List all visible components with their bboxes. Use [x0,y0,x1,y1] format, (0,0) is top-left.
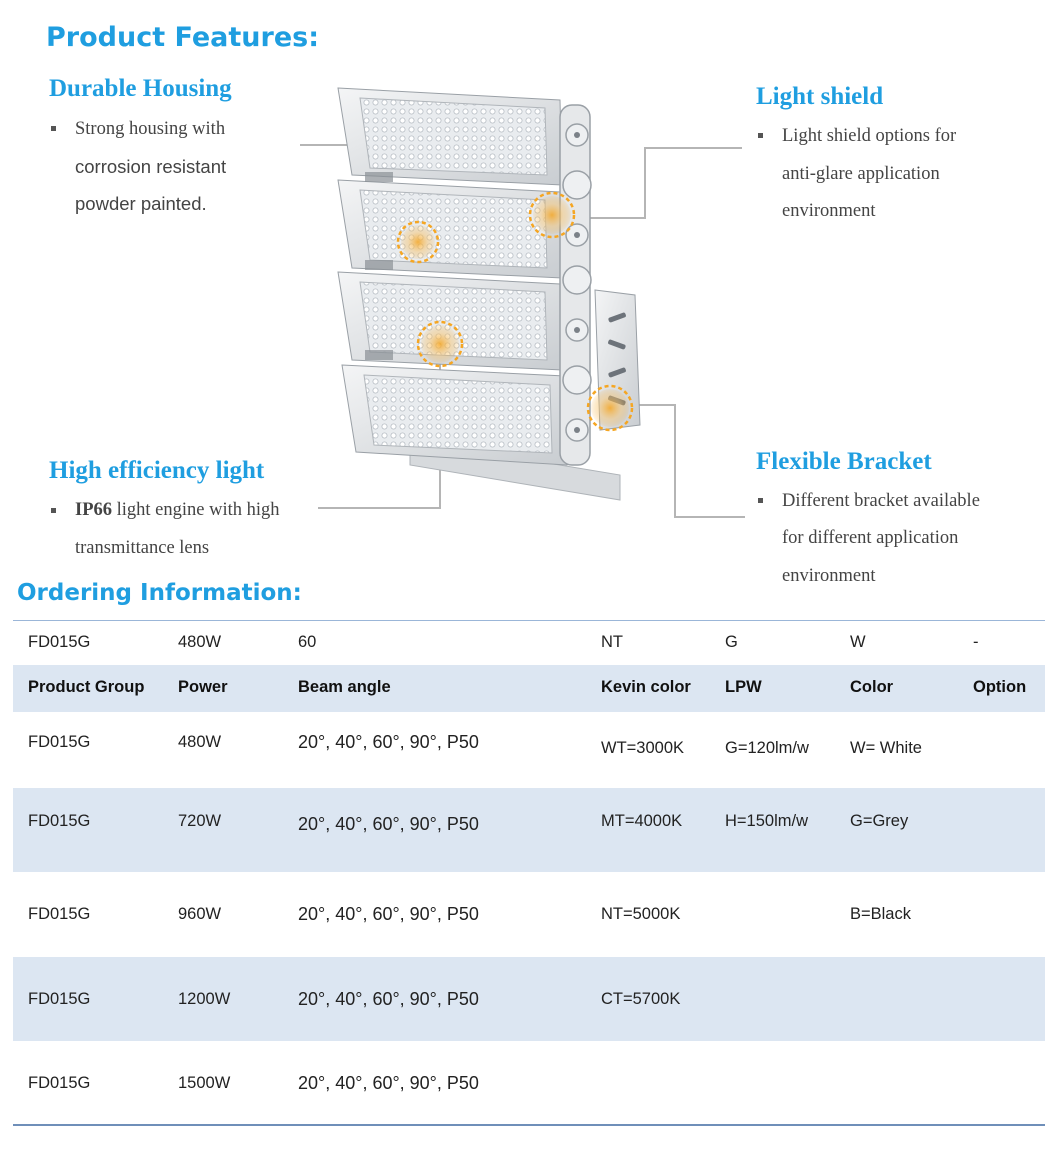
header-power: Power [178,678,228,696]
header-lpw: LPW [725,678,762,696]
product-features-title: Product Features: [46,22,320,53]
ordering-information-title: Ordering Information: [17,580,302,606]
high-efficiency-heading: High efficiency light [49,457,265,484]
cell-kevin-color: MT=4000K [601,812,683,830]
light-shield-heading: Light shield [756,83,884,110]
table-row [13,1041,1045,1125]
table-row [13,957,1045,1041]
header-kevin-color: Kevin color [601,678,691,696]
cell-beam-angle: 20°, 40°, 60°, 90°, P50 [298,989,479,1009]
table-row [13,788,1045,872]
light-shield-line-2: anti-glare application [782,164,940,184]
cell-product-group: FD015G [28,812,91,830]
cell-product-group: FD015G [28,990,91,1008]
high-efficiency-line-2: transmittance lens [75,538,210,558]
table-bottom-border [13,1124,1045,1126]
flexible-bracket-heading: Flexible Bracket [756,448,932,475]
example-power: 480W [178,633,222,651]
cell-beam-angle: 20°, 40°, 60°, 90°, P50 [298,904,479,924]
durable-housing-line-3: powder painted. [75,193,207,214]
cell-product-group: FD015G [28,1074,91,1092]
example-row [13,621,1045,665]
header-option: Option [973,678,1027,696]
durable-housing-heading: Durable Housing [49,75,232,102]
example-kevin-color: NT [601,633,623,651]
cell-kevin-color: NT=5000K [601,905,681,923]
cell-beam-angle: 20°, 40°, 60°, 90°, P50 [298,814,479,834]
table-row [13,714,1045,788]
cell-power: 960W [178,905,222,923]
light-shield-line-3: environment [782,201,876,221]
cell-lpw: H=150lm/w [725,812,808,830]
cell-kevin-color: WT=3000K [601,739,684,757]
led-flood-light-image [290,80,670,510]
cell-power: 1200W [178,990,231,1008]
durable-housing-line-1: Strong housing with [75,119,226,139]
cell-power: 1500W [178,1074,231,1092]
example-lpw: G [725,633,738,651]
example-color: W [850,633,866,651]
cell-product-group: FD015G [28,905,91,923]
header-beam-angle: Beam angle [298,678,391,696]
table-header-row [13,665,1045,712]
header-product-group: Product Group [28,678,145,696]
ordering-table [13,620,1045,1125]
flexible-bracket-line-1: Different bracket available [782,491,980,511]
header-color: Color [850,678,894,696]
ip66-label: IP66 [75,500,112,520]
cell-product-group: FD015G [28,733,91,751]
cell-power: 720W [178,812,222,830]
cell-beam-angle: 20°, 40°, 60°, 90°, P50 [298,732,479,752]
example-product-group: FD015G [28,633,91,651]
example-beam-angle: 60 [298,633,317,651]
flexible-bracket-line-2: for different application [782,528,959,548]
cell-beam-angle: 20°, 40°, 60°, 90°, P50 [298,1073,479,1093]
cell-color: B=Black [850,905,911,923]
table-row [13,872,1045,957]
example-option: - [973,633,979,651]
durable-housing-line-2: corrosion resistant [75,156,227,177]
flexible-bracket-line-3: environment [782,566,876,586]
cell-power: 480W [178,733,222,751]
cell-color: G=Grey [850,812,909,830]
light-shield-line-1: Light shield options for [782,126,957,146]
cell-lpw: G=120lm/w [725,739,809,757]
high-efficiency-line-1-rest: light engine with high [112,500,280,520]
cell-color: W= White [850,739,922,757]
cell-kevin-color: CT=5700K [601,990,681,1008]
